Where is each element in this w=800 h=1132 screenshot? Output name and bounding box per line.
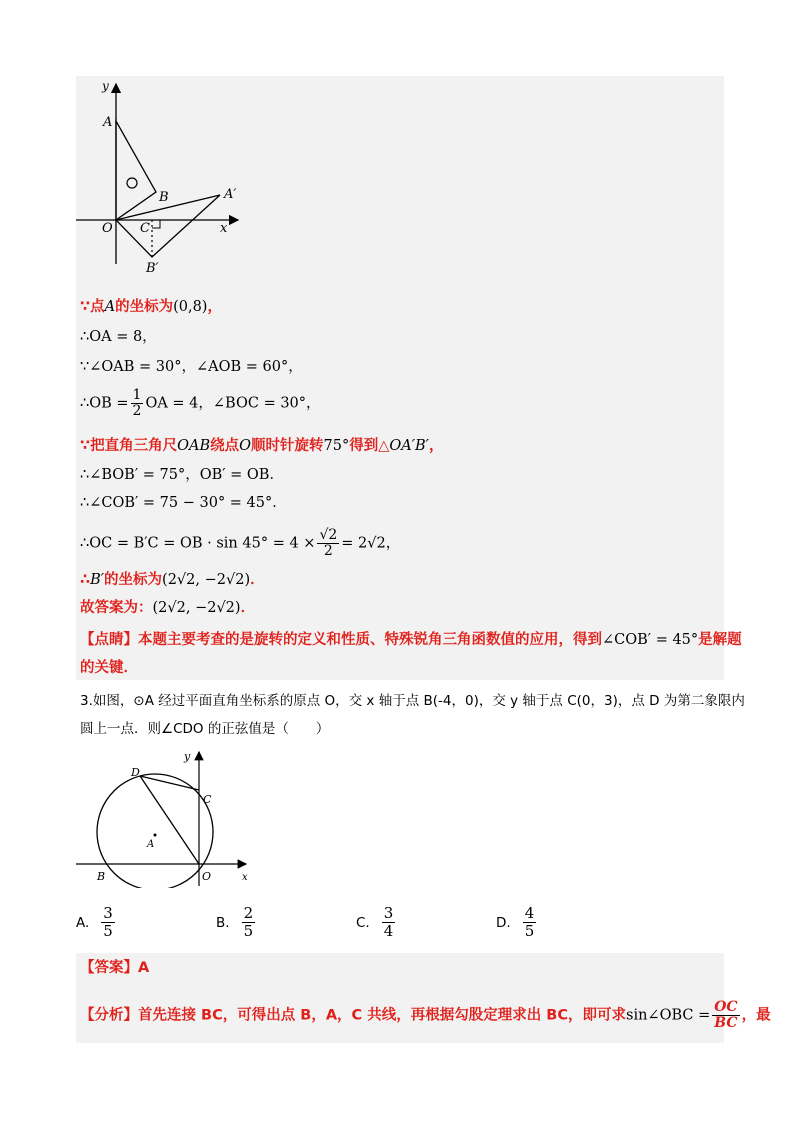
- triangle-hole: [127, 178, 137, 188]
- label2-C: C: [203, 793, 212, 806]
- label2-A: A: [147, 839, 155, 850]
- answer-line: 【答案】A: [80, 960, 150, 976]
- label2-x: x: [242, 872, 248, 883]
- label-A-prime: A′: [224, 187, 237, 202]
- chord-DC: [140, 776, 199, 790]
- right-angle-mark: [152, 220, 160, 228]
- label2-y: y: [184, 750, 191, 763]
- question3-line-2: 圆上一点．则∠CDO 的正弦值是（ ）: [80, 721, 330, 737]
- triangle-OAB: [116, 121, 156, 220]
- label-x: x: [220, 221, 228, 236]
- label-A: A: [103, 115, 113, 130]
- option-A[interactable]: A. $\frac{3}{5}$: [76, 904, 113, 940]
- comment-line-2: 的关键．: [80, 660, 138, 676]
- solution-line-7: ∴∠COB′ = 75 − 30° = 45°．: [80, 495, 287, 511]
- figure-rotation-diagram: [76, 76, 276, 276]
- option-C[interactable]: C. $\frac{3}{4}$: [356, 904, 394, 940]
- center-point-A: [154, 834, 157, 837]
- circle-A: [97, 774, 213, 888]
- solution-line-5: ∵把直角三角尺OAB绕点O顺时针旋转75°得到△OA′B′，: [80, 438, 444, 454]
- label-y: y: [102, 79, 109, 93]
- solution-line-4: ∴OB = $\frac{1}{2}$ OA = 4，∠BOC = 30°，: [80, 387, 321, 419]
- solution-line-3: ∵∠OAB = 30°，∠AOB = 60°，: [80, 359, 303, 375]
- option-B[interactable]: B. $\frac{2}{5}$: [216, 904, 254, 940]
- label2-B: B: [97, 870, 106, 883]
- label-B-prime: B′: [146, 261, 159, 276]
- solution-line-8: ∴OC = B′C = OB · sin 45° = 4 × $\frac{√2}{2}$ = 2√2，: [80, 527, 401, 559]
- label-B: B: [159, 190, 169, 205]
- label2-O: O: [202, 870, 212, 883]
- solution-line-9: ∴B′的坐标为(2√2, −2√2)．: [80, 572, 265, 588]
- solution-line-2: ∴OA = 8，: [80, 329, 157, 345]
- label-O: O: [102, 221, 113, 236]
- chord-DO: [140, 776, 199, 864]
- figure-circle-diagram: [76, 748, 266, 888]
- label2-D: D: [131, 766, 140, 779]
- analysis-line: 【分析】首先连接 BC，可得出点 B，A，C 共线，再根据勾股定理求出 BC，即可求sin∠OBC = $\frac{OC}{BC}$ ，最: [80, 999, 771, 1031]
- label-C: C: [140, 221, 150, 236]
- solution-line-6: ∴∠BOB′ = 75°，OB′ = OB．: [80, 467, 284, 483]
- solution-line-1: ∵点A的坐标为(0,8)，: [80, 299, 222, 315]
- comment-line-1: 【点睛】本题主要考查的是旋转的定义和性质、特殊锐角三角函数值的应用，得到∠COB′ = 45°是解题: [80, 632, 742, 648]
- question3-line-1: 3.如图，⊙A 经过平面直角坐标系的原点 O，交 x 轴于点 B(-4，0)，交 y 轴于点 C(0，3)，点 D 为第二象限内: [80, 693, 745, 709]
- final-answer-line: 故答案为：(2√2, −2√2)．: [80, 600, 256, 616]
- option-D[interactable]: D. $\frac{4}{5}$: [496, 904, 535, 940]
